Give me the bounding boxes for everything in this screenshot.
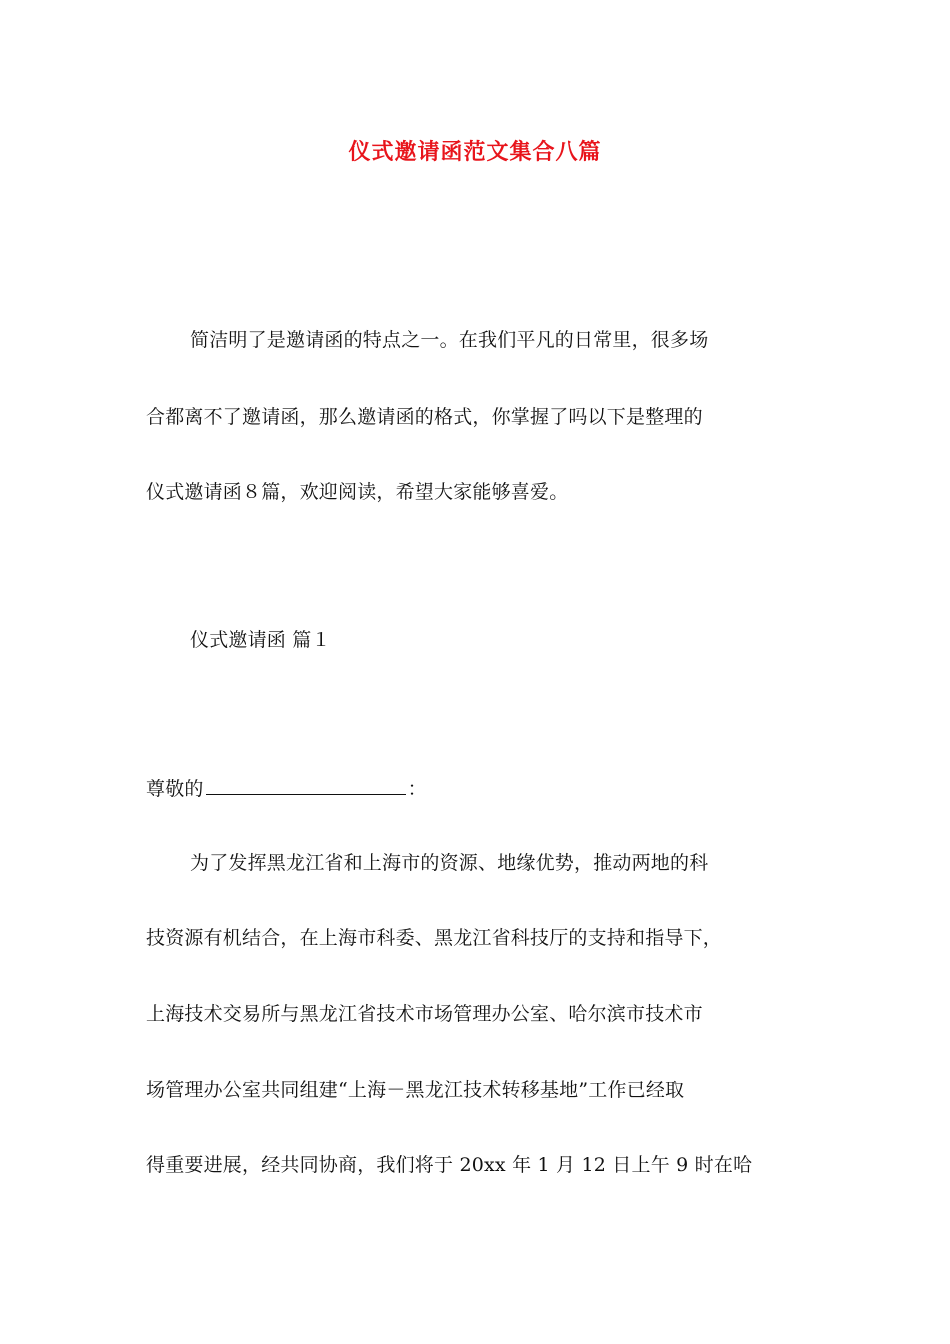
- body-line-2: 技资源有机结合，在上海市科委、黑龙江省科技厅的支持和指导下，: [146, 927, 723, 949]
- intro-line-1: 简洁明了是邀请函的特点之一。在我们平凡的日常里，很多场: [190, 329, 709, 351]
- body-line-5: 得重要进展，经共同协商，我们将于 20xx 年 1 月 12 日上午 9 时在哈: [146, 1154, 753, 1176]
- intro-line-3: 仪式邀请函８篇，欢迎阅读，希望大家能够喜爱。: [146, 481, 569, 503]
- recipient-blank: [206, 774, 406, 795]
- body-line-1: 为了发挥黑龙江省和上海市的资源、地缘优势，推动两地的科: [190, 852, 709, 874]
- document-title: 仪式邀请函范文集合八篇: [348, 140, 602, 165]
- intro-line-2: 合都离不了邀请函，那么邀请函的格式，你掌握了吗以下是整理的: [146, 406, 703, 428]
- body-line-4: 场管理办公室共同组建“上海－黑龙江技术转移基地”工作已经取: [146, 1079, 685, 1101]
- body-line-3: 上海技术交易所与黑龙江省技术市场管理办公室、哈尔滨市技术市: [146, 1003, 703, 1025]
- salutation-line: [146, 773, 427, 805]
- salutation-suffix: ：: [407, 778, 427, 800]
- salutation-prefix: 尊敬的: [146, 778, 204, 800]
- section-heading: 仪式邀请函 篇１: [190, 629, 331, 651]
